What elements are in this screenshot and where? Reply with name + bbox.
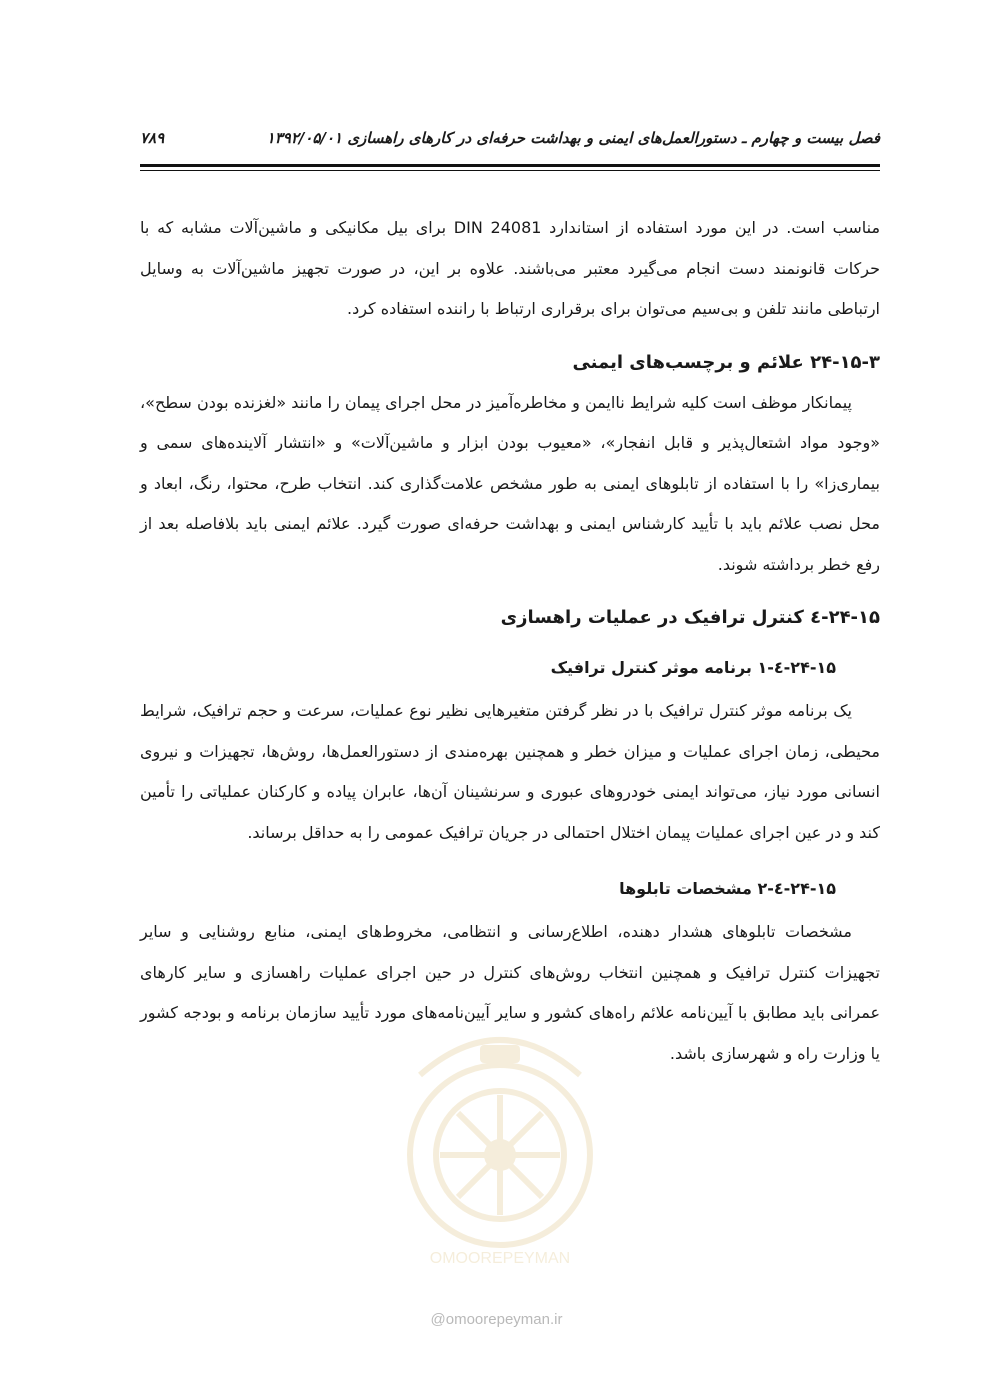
header-title: فصل بیست و چهارم ـ دستورالعمل‌های ایمنی و بهداشت حرفه‌ای در کارهای راهسازی ۱۳۹۲/۰۵/۰۱ <box>266 129 880 147</box>
section-heading-24-15-4: ۲۴-۱۵-٤ کنترل ترافیک در عملیات راهسازی <box>500 607 880 628</box>
main-content <box>140 208 880 1074</box>
header-rule-thin <box>140 170 880 171</box>
subsection-heading-24-15-4-2: ۲۴-۱۵-٤-۲ مشخصات تابلوها <box>619 879 836 898</box>
section-paragraph-24-15-3: پیمانکار موظف است کلیه شرایط ناایمن و مخاطره‌آمیز در محل اجرای پیمان را مانند «لغزنده بودن سطح»، «وجود مواد اشتعال‌پذیر و قابل انفجار»، «معیوب بودن ابزار و ماشین‌آلات» و «انتشار آلاینده‌های سمی و بیماری‌زا» را با استفاده از تابلوهای ایمنی به طور مشخص علامت‌گذاری کند. انتخاب طرح، محتوا، رنگ، ابعاد و محل نصب علائم باید با تأیید کارشناس ایمنی و بهداشت حرفه‌ای صورت گیرد. علائم ایمنی باید بلافاصله بعد از رفع خطر برداشته شوند. <box>140 392 880 574</box>
subsection-heading-24-15-4-1: ۲۴-۱۵-٤-۱ برنامه موثر کنترل ترافیک <box>550 658 836 677</box>
subsection-paragraph-24-15-4-2: مشخصات تابلوهای هشدار دهنده، اطلاع‌رسانی و انتظامی، مخروط‌های ایمنی، منابع روشنایی و سایر تجهیزات کنترل ترافیک و همچنین انتخاب روش‌های کنترل در حین اجرای عملیات راهسازی و سایر کارهای عمرانی باید مطابق با آیین‌نامه علائم راه‌های کشور و سایر آیین‌نامه‌های مورد تأیید سازمان برنامه و بودجه کشور یا وزارت راه و شهرسازی باشد. <box>140 922 880 1063</box>
section-heading-24-15-3: ۲۴-۱۵-۳ علائم و برچسب‌های ایمنی <box>572 351 880 373</box>
page-number: ۷۸۹ <box>140 129 165 147</box>
intro-paragraph: مناسب است. در این مورد استفاده از استاندارد DIN 24081 برای بیل مکانیکی و ماشین‌آلات مشابه که با حرکات قانونمند دست انجام می‌گیرد معتبر می‌باشند. علاوه بر این، در صورت تجهیز ماشین‌آلات به وسایل ارتباطی مانند تلفن و بی‌سیم می‌توان برای برقراری ارتباط با راننده استفاده کرد. <box>140 218 881 318</box>
watermark-url: @omoorepeyman.ir <box>430 1311 563 1328</box>
page-header <box>140 124 880 152</box>
watermark-seal-text: OMOOREPEYMAN <box>429 1250 571 1267</box>
header-rule-thick <box>140 164 880 167</box>
subsection-paragraph-24-15-4-1: یک برنامه موثر کنترل ترافیک با در نظر گرفتن متغیرهایی نظیر نوع عملیات، سرعت و حجم ترافیک، شرایط محیطی، زمان اجرای عملیات و میزان خطر و همچنین بهره‌مندی از دستورالعمل‌ها، روش‌ها، تجهیزات و نیروی انسانی مورد نیاز، می‌تواند ایمنی خودروهای عبوری و سرنشینان آن‌ها، عابران پیاده و کارکنان عملیاتی را تأمین کند و در عین اجرای عملیات پیمان اختلال احتمالی در جریان ترافیک عمومی را به حداقل برساند. <box>140 701 880 842</box>
